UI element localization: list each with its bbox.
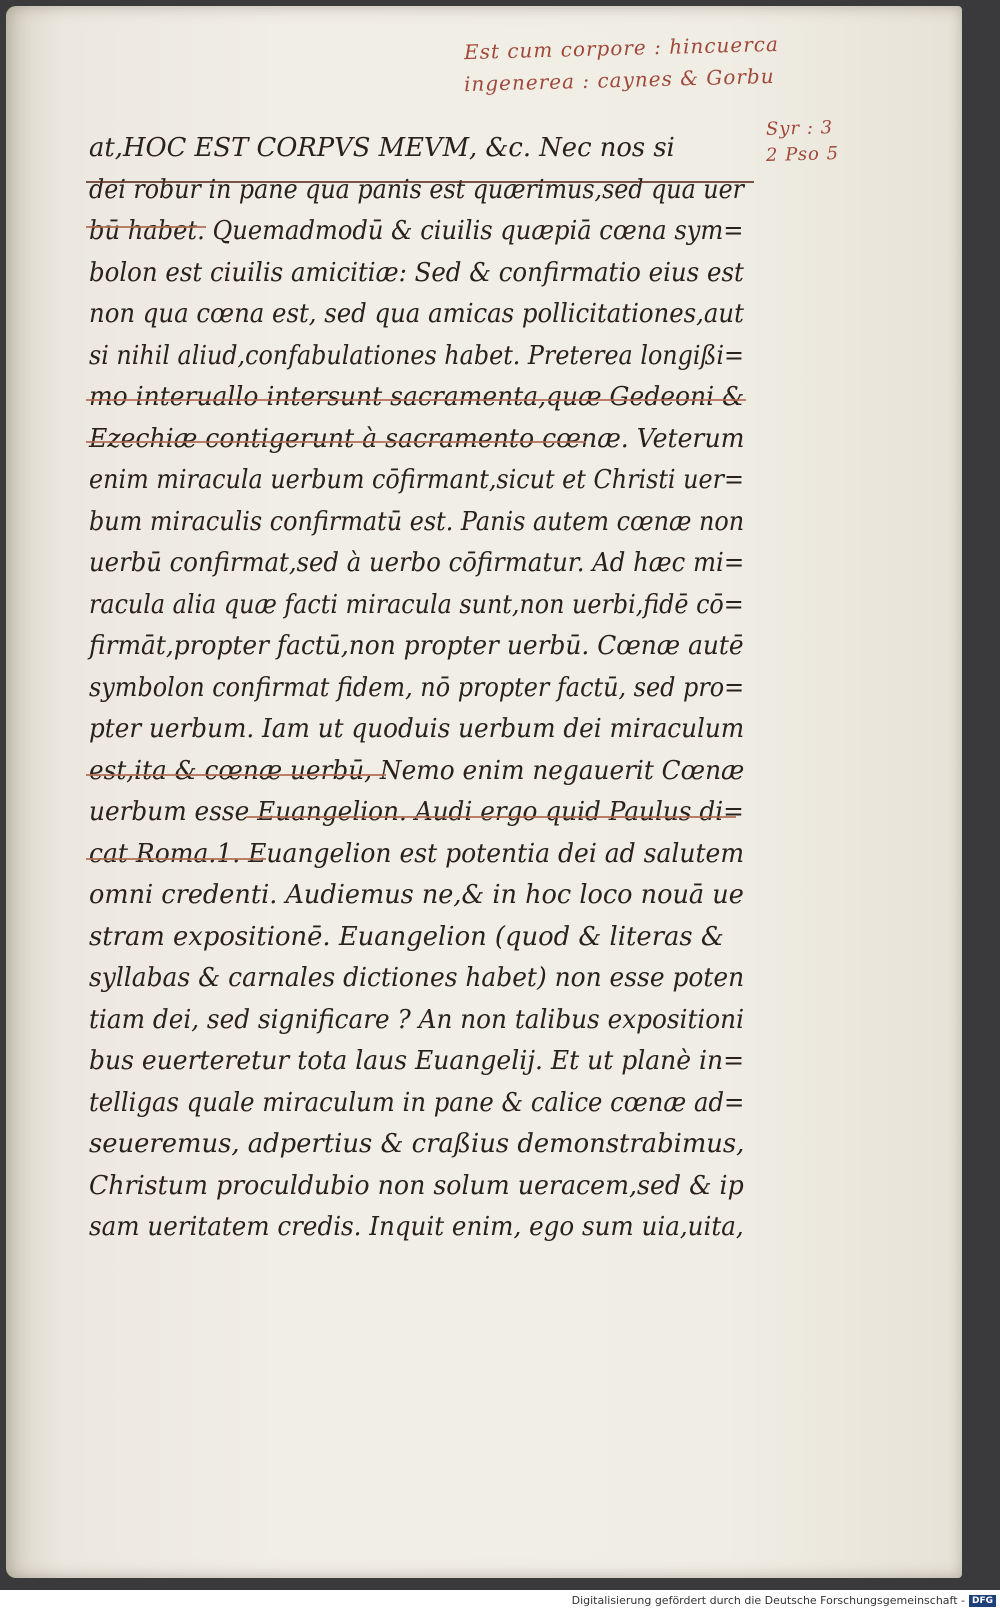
text-line: symbolon confirmat fidem, nō propter factū, sed pro=: [89, 672, 745, 703]
strikethrough-mark: [86, 181, 754, 183]
text-line: syllabas & carnales dictiones habet) non esse poten: [89, 963, 745, 993]
text-line: bolon est ciuilis amicitiæ: Sed & confirmatio eius est: [89, 257, 744, 288]
underline-mark: [86, 399, 746, 401]
marginal-note-4: 2 Pso 5: [765, 143, 840, 166]
text-line: bum miraculis confirmatū est. Panis autem cœnæ non: [89, 506, 745, 537]
text-line: si nihil aliud,confabulationes habet. Preterea longißi=: [89, 340, 744, 371]
marginal-note-1: Est cum corpore : hincuerca: [463, 31, 780, 65]
text-line: stram expositionē. Euangelion (quod & literas &: [89, 921, 724, 952]
marginal-note-2: ingenerea : caynes & Gorbu: [463, 63, 775, 97]
underline-mark: [246, 816, 736, 818]
underline-mark: [86, 226, 206, 228]
text-line: non qua cœna est, sed qua amicas pollicitationes,aut: [89, 299, 744, 329]
text-line: tiam dei, sed significare ? An non talibus expositioni: [89, 1004, 744, 1035]
text-line: Ezechiæ contigerunt à sacramento cœnæ. Veterum: [89, 423, 745, 454]
body-text: [89, 128, 749, 1249]
text-line: Christum proculdubio non solum ueracem,sed & ip: [89, 1170, 744, 1201]
text-line: telligas quale miraculum in pane & calice cœnæ ad=: [89, 1087, 745, 1118]
text-line: pter uerbum. Iam ut quoduis uerbum dei miraculum: [89, 714, 745, 744]
text-line: at,HOC EST CORPVS MEVM, &c. Nec nos si: [89, 133, 675, 163]
text-line: uerbum esse Euangelion. Audi ergo quid Paulus di=: [89, 797, 744, 827]
underline-mark: [86, 774, 386, 776]
text-line: bū habet. Quemadmodū & ciuilis quæpiā cœna sym=: [89, 216, 744, 246]
footer-text: Digitalisierung gefördert durch die Deutsche Forschungsgemeinschaft -: [571, 1594, 965, 1607]
text-line: firmāt,propter factū,non propter uerbū. Cœnæ autē: [89, 631, 744, 661]
text-line: uerbū confirmat,sed à uerbo cōfirmatur. Ad hæc mi=: [89, 548, 745, 578]
underline-mark: [86, 441, 586, 443]
dfg-logo: DFG: [969, 1595, 996, 1607]
text-line: mo interuallo intersunt sacramenta,quæ Gedeoni &: [89, 382, 745, 412]
text-line: est,ita & cœnæ uerbū, Nemo enim negauerit Cœnæ: [89, 755, 745, 786]
digitization-footer: [572, 1594, 996, 1607]
text-line: seueremus, adpertius & craßius demonstrabimus,: [89, 1129, 745, 1159]
underline-mark: [86, 858, 266, 860]
text-line: racula alia quæ facti miracula sunt,non uerbi,fidē cō=: [89, 589, 744, 620]
text-line: sam ueritatem credis. Inquit enim, ego sum uia,uita,: [89, 1212, 744, 1242]
text-line: bus euerteretur tota laus Euangelij. Et ut planè in=: [89, 1046, 745, 1076]
text-line: enim miracula uerbum cōfirmant,sicut et Christi uer=: [89, 465, 744, 495]
text-line: omni credenti. Audiemus ne,& in hoc loco nouā ue: [89, 880, 744, 910]
text-line: dei robur in pane qua panis est quærimus,sed qua uer: [89, 174, 744, 205]
text-line: cat Roma.1. Euangelion est potentia dei ad salutem: [89, 838, 745, 869]
marginal-note-3: Syr : 3: [765, 117, 834, 140]
book-page: [6, 6, 962, 1578]
